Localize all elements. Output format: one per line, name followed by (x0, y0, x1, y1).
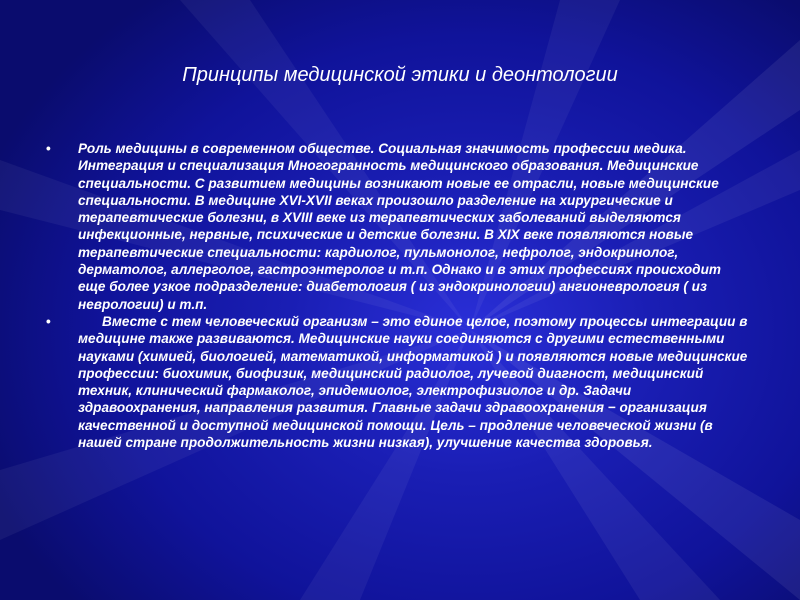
bullet-icon: • (46, 313, 51, 329)
bullet-item-1 (46, 140, 751, 313)
bullet-icon: • (46, 141, 51, 156)
bullet-text-1: Роль медицины в современном обществе. Социальная значимость профессии медика. Интеграция и специализация Многогранность медицинского образования. Медицинские специальности. С развитием медицины возникают новые ее отрасли, новые медицинские специальности. В медицине XVI-XVII веках произошло разделение на хирургические и терапевтические болезни, в XVIII веке из терапевтических заболеваний выделяются инфекционные, нервные, психические и детские болезни. В XIX веке появляются новые терапевтические специальности: кардиолог, пульмонолог, нефролог, эндокринолог, дерматолог, аллерголог, гастроэнтеролог и т.п. Однако и в этих профессиях происходит еще более узкое подразделение: диабетология ( из эндокринологии) ангионеврология ( из неврологии) и т.п. (78, 141, 721, 312)
bullet-item-2 (46, 313, 751, 451)
slide-title: Принципы медицинской этики и деонтологии (182, 64, 618, 86)
bullet-text-2: Вместе с тем человеческий организм – это единое целое, поэтому процессы интеграции в медицине также развиваются. Медицинские науки соединяются с другими естественными науками (химией, биологией, математикой, информатикой ) и появляются новые медицинские профессии: биохимик, биофизик, медицинский радиолог, лучевой диагност, медицинский техник, клинический фармаколог, эпидемиолог, электрофизиолог и др. Задачи здравоохранения, направления развития. Главные задачи здравоохранения − организация качественной и доступной медицинской помощи. Цель – продление человеческой жизни (в нашей стране продолжительность жизни низкая), улучшение качества здоровья. (78, 313, 748, 451)
slide-body (46, 140, 751, 451)
